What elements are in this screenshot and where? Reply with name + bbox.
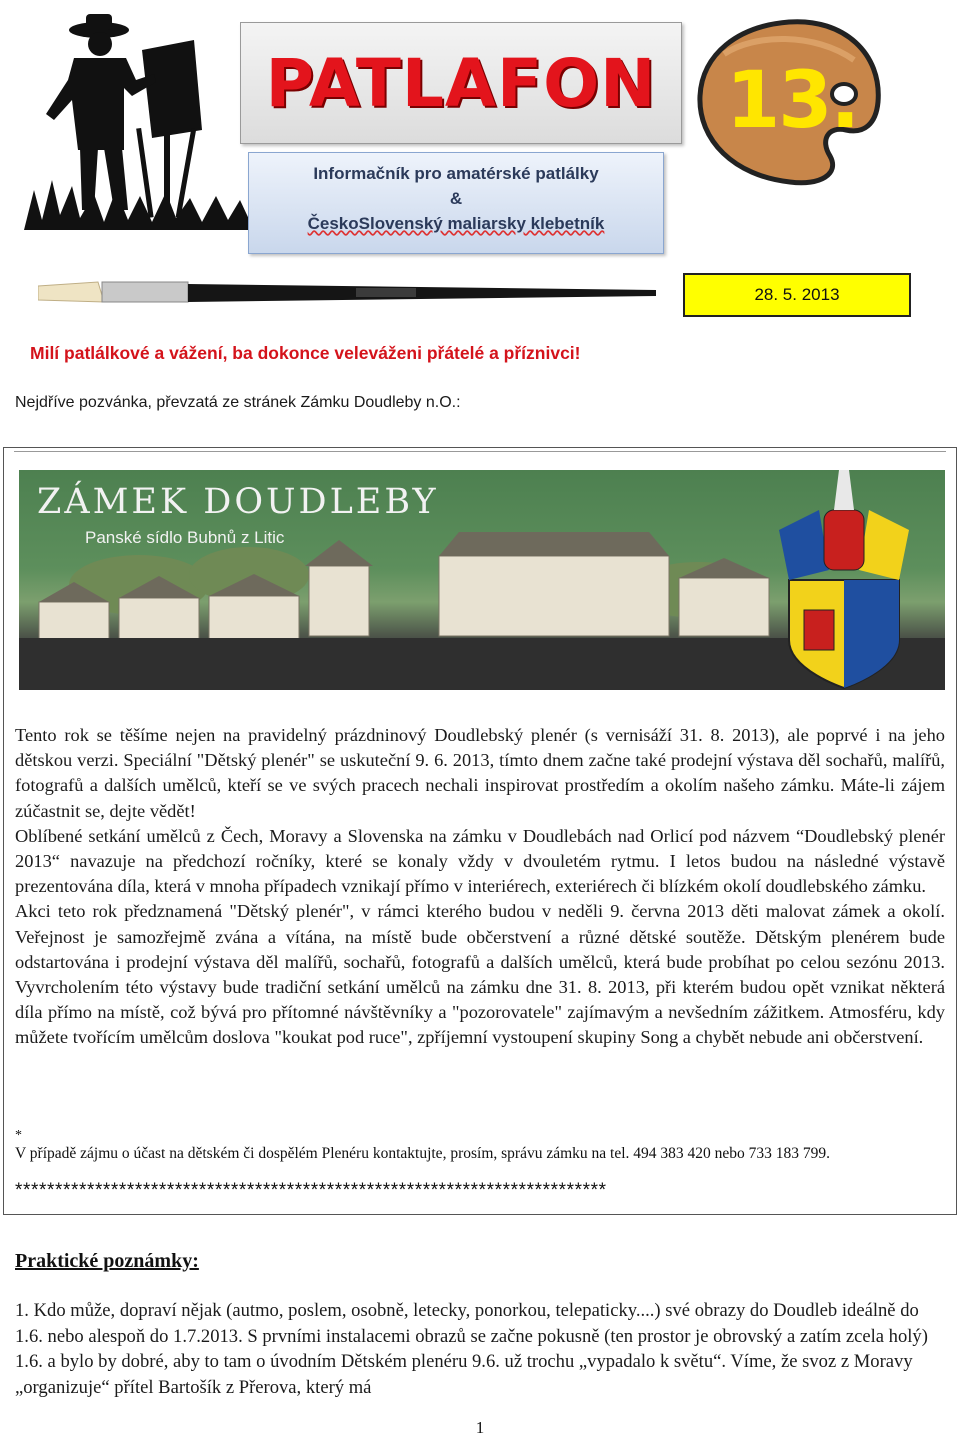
masthead-title-box <box>240 22 682 144</box>
subtitle-line-3: ČeskoSlovenský maliarsky klebetník <box>307 214 605 233</box>
invitation-article <box>15 723 945 1051</box>
asterisk-separator: ************************************************************************** <box>15 1180 607 1201</box>
subtitle-line-1: Informačník pro amatérské patlálky <box>313 164 599 183</box>
frame-rule <box>14 451 946 452</box>
footnote-marker: * <box>15 1128 22 1143</box>
masthead-subtitle-box <box>248 152 664 254</box>
banner-subtitle: Panské sídlo Bubnů z Litic <box>85 528 285 547</box>
greeting-line: Milí patlálkové a vážení, ba dokonce veleváženi přátelé a příznivci! <box>30 343 581 363</box>
paintbrush-image <box>38 272 656 312</box>
subtitle-line-2: & <box>449 189 463 208</box>
masthead-title: PATLAFON <box>265 45 657 122</box>
painter-silhouette-image <box>24 10 254 230</box>
page-number: 1 <box>475 1418 485 1437</box>
issue-number: 13. <box>726 56 859 146</box>
article-paragraph-1: Tento rok se těšíme nejen na pravidelný prázdninový Doudlebský plenér (s vernisáží 31. 8. 2013), ale poprvé i na jeho dětskou verzi. Speciální "Dětský plenér" se uskuteční 9. 6. 2013, tímto dnem začne také prodejní výstava děl sochařů, malířů, fotografů a dalších umělců, kteří se ve svých pracech nechali inspirovat prostředím a okolím našeho zámku. Máte-li zájem zúčastnit se, dejte vědět! <box>15 725 945 821</box>
contact-note: V případě zájmu o účast na dětském či dospělém Plenéru kontaktujte, prosím, správu zámku na tel. 494 383 420 nebo 733 183 799. <box>15 1145 831 1162</box>
notes-text: 1. Kdo může, dopraví nějak (autmo, poslem, osobně, letecky, ponorkou, telepaticky....) své obrazy do Doudleb ideálně do 1.6. nebo alespoň do 1.7.2013. S prvními instalacemi obrazů se začne pokusně (ten prostor je obrovský a zatím zcela holý) 1.6. a bylo by dobré, aby to tam o úvodním Dětském plenéru 9.6. už trochu „vypadalo k světu“. Víme, že svoz z Moravy „organizuje“ přítel Bartošík z Přerova, který má <box>15 1300 928 1398</box>
banner-title: ZÁMEK DOUDLEBY <box>37 482 439 522</box>
article-paragraph-2: Oblíbené setkání umělců z Čech, Moravy a Slovenska na zámku v Doudlebách nad Orlicí pod názvem “Doudlebský plenér 2013“ navazuje na předchozí ročníky, které se konaly vždy v dvouletém rytmu. I letos budou na následné výstavě prezentována díla, která v mnoha případech vznikají přímo v interiérech, exteriérech či blízkém okolí doudlebského zámku. <box>15 825 945 897</box>
castle-banner-image <box>19 470 945 690</box>
intro-line: Nejdříve pozvánka, převzatá ze stránek Zámku Doudleby n.O.: <box>15 394 461 411</box>
issue-date: 28. 5. 2013 <box>683 273 911 317</box>
notes-heading: Praktické poznámky: <box>15 1250 199 1272</box>
article-paragraph-3: Akci teto rok předznamená "Dětský plenér", v rámci kterého budou v neděli 9. června 2013 děti malovat zámek a okolí. Veřejnost je samozřejmě zvána a vítána, na místě bude občerstvení a různé dětské soutěže. Dětským plenérem bude odstartována i prodejní výstava děl malířů, sochařů, fotografů a dalších umělců, která bude probíhat po celou sezónu 2013. Vyvrcholením této výstavy bude tradiční setkání umělců na zámku dne 31. 8. 2013, při kterém budou opět vznikat některá díla přímo na místě, což bývá pro přítomné návštěvníky a "pozorovatele" zajímavým a nevšedním zážitkem. Atmosféru, kdy můžete tvořícím umělcům doslova "koukat pod ruce", zpříjemní vystoupení skupiny Song a chybět nebude ani občerstvení. <box>15 901 945 1048</box>
